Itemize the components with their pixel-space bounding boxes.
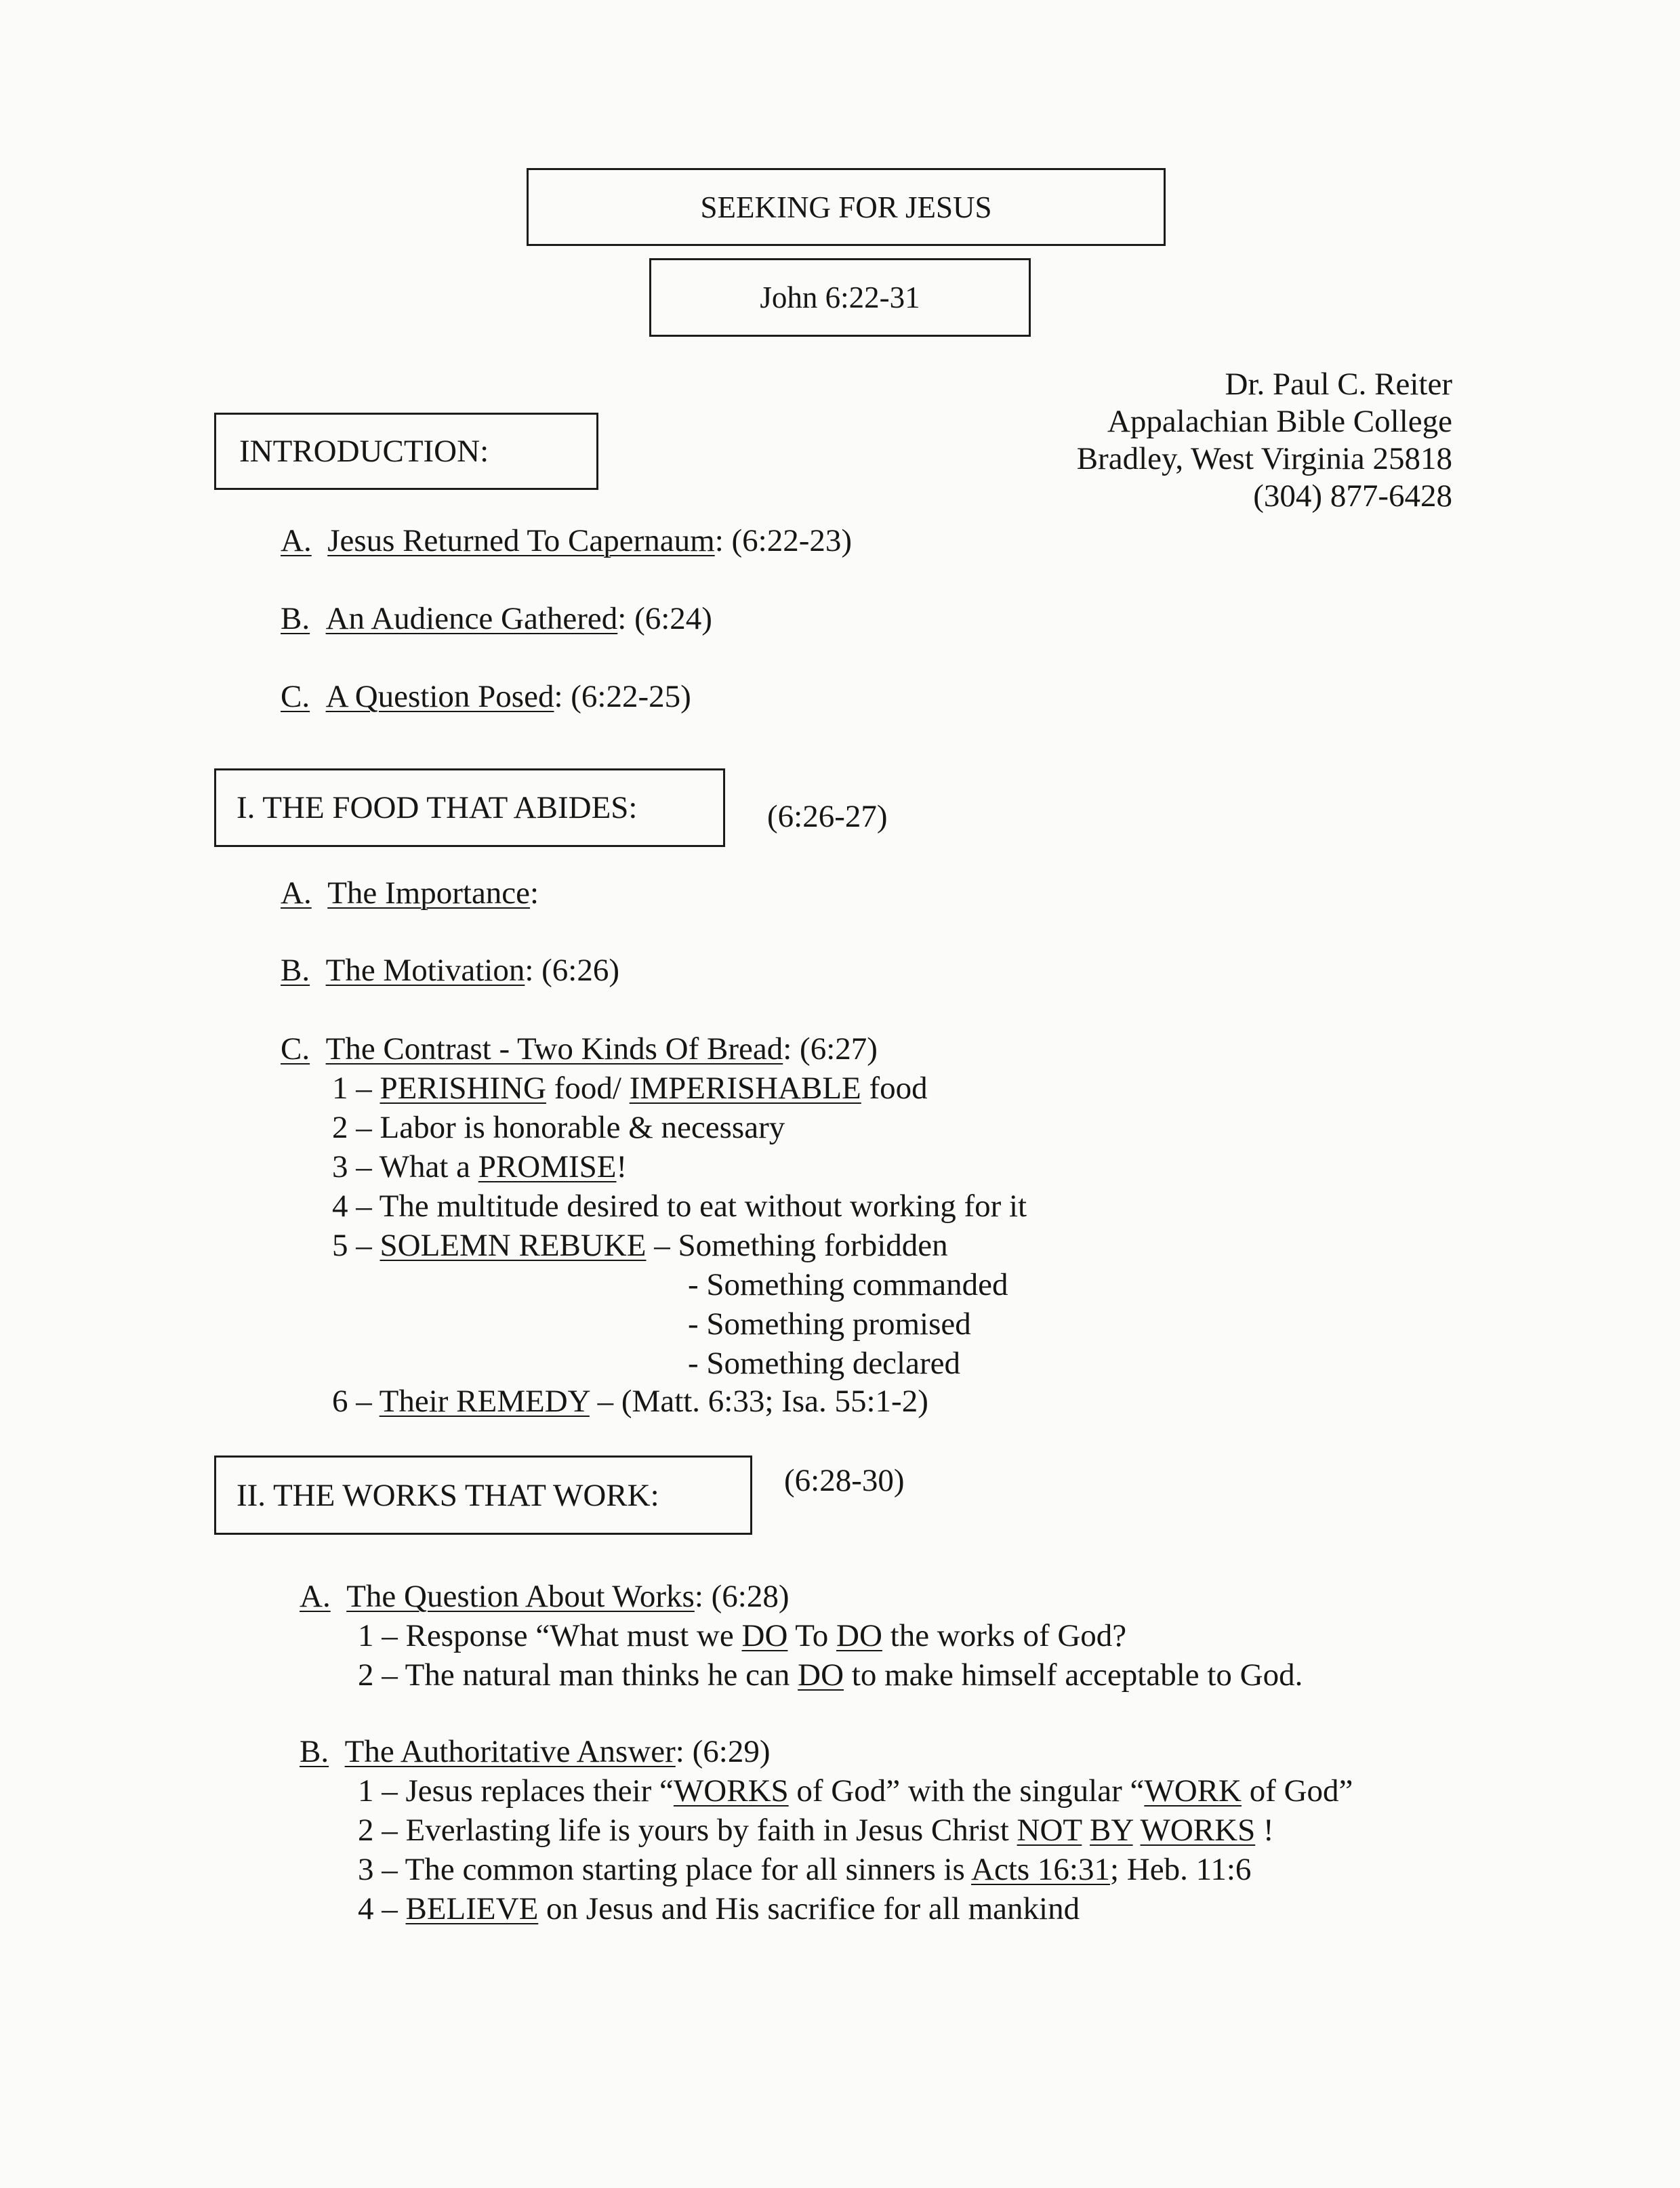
author-phone: (304) 877-6428 <box>1253 478 1452 514</box>
contrast-point-5-sub-1: - Something commanded <box>688 1267 1008 1302</box>
intro-item-b-label: An Audience Gathered <box>325 601 618 636</box>
section1-item-b-ref: : (6:26) <box>525 953 619 988</box>
section1-item-b-label: The Motivation <box>325 953 525 988</box>
section1-heading-box <box>214 768 725 847</box>
answer-point-2-space-2 <box>1133 1813 1141 1848</box>
section1-reference: (6:26-27) <box>767 799 888 834</box>
contrast-point-3 <box>332 1148 627 1186</box>
section2-heading-box <box>214 1456 752 1535</box>
answer-point-2-works: WORKS <box>1140 1813 1256 1848</box>
scripture-box <box>649 258 1031 337</box>
section2-item-b-ref: : (6:29) <box>675 1734 771 1769</box>
section2-item-a-letter: A. <box>300 1579 331 1614</box>
page-title: SEEKING FOR JESUS <box>700 190 992 224</box>
contrast-point-5-num: 5 – <box>332 1228 380 1263</box>
question-point-1-mid: To <box>787 1618 836 1653</box>
answer-point-2-by: BY <box>1090 1813 1133 1848</box>
contrast-point-6-num: 6 – <box>332 1384 380 1419</box>
section1-item-b-letter: B. <box>281 953 310 988</box>
title-box <box>527 168 1166 246</box>
section2-item-b-label: The Authoritative Answer <box>344 1734 676 1769</box>
section1-item-c-ref: : (6:27) <box>783 1031 878 1067</box>
contrast-point-6-remedy: Their REMEDY <box>379 1384 590 1419</box>
question-point-1-do-1: DO <box>741 1618 788 1653</box>
contrast-point-5-rebuke: SOLEMN REBUKE <box>380 1228 647 1263</box>
section2-item-a <box>300 1577 790 1615</box>
answer-point-4-tail: on Jesus and His sacrifice for all mankind <box>538 1891 1080 1926</box>
contrast-point-2: 2 – Labor is honorable & necessary <box>332 1110 785 1145</box>
section1-item-b <box>281 951 619 989</box>
answer-point-1-tail: of God” <box>1241 1773 1353 1809</box>
author-name: Dr. Paul C. Reiter <box>1225 367 1452 402</box>
answer-point-2-text: 2 – Everlasting life is yours by faith in Jesus Christ <box>358 1813 1017 1848</box>
author-college: Appalachian Bible College <box>1107 404 1452 439</box>
question-point-2-do: DO <box>798 1657 844 1693</box>
answer-point-3 <box>358 1851 1251 1888</box>
author-city: Bradley, West Virginia 25818 <box>1076 441 1452 476</box>
answer-point-4 <box>358 1890 1080 1928</box>
question-point-1-tail: the works of God? <box>882 1618 1127 1653</box>
answer-point-1-work: WORK <box>1144 1773 1242 1809</box>
section1-item-c-letter: C. <box>281 1031 310 1067</box>
contrast-point-5-tail: – Something forbidden <box>646 1228 948 1263</box>
contrast-point-5-sub-3: - Something declared <box>688 1346 960 1381</box>
section1-item-a-label: The Importance <box>327 875 531 911</box>
contrast-point-1-perishing: PERISHING <box>380 1071 546 1106</box>
question-point-2 <box>358 1656 1303 1694</box>
scripture-reference: John 6:22-31 <box>760 281 920 314</box>
contrast-point-1-tail: food <box>861 1071 928 1106</box>
intro-item-b-letter: B. <box>281 601 310 636</box>
contrast-point-5-sub-2: - Something promised <box>688 1306 971 1342</box>
section1-item-c <box>281 1030 878 1068</box>
section1-heading: I. THE FOOD THAT ABIDES: <box>237 790 638 825</box>
answer-point-1 <box>358 1772 1353 1810</box>
introduction-heading: INTRODUCTION: <box>239 434 489 469</box>
contrast-point-4: 4 – The multitude desired to eat without working for it <box>332 1189 1027 1224</box>
section1-item-a-ref: : <box>530 875 539 911</box>
answer-point-4-num: 4 – <box>358 1891 406 1926</box>
contrast-point-6 <box>332 1382 928 1420</box>
contrast-point-1 <box>332 1069 928 1107</box>
contrast-point-3-num: 3 – What a <box>332 1149 478 1184</box>
introduction-heading-box <box>214 413 598 490</box>
section2-item-a-label: The Question About Works <box>346 1579 695 1614</box>
answer-point-1-text: 1 – Jesus replaces their “ <box>358 1773 674 1809</box>
answer-point-2-not: NOT <box>1017 1813 1082 1848</box>
answer-point-3-text: 3 – The common starting place for all sinners is <box>358 1852 972 1887</box>
question-point-1-do-2: DO <box>836 1618 882 1653</box>
answer-point-2 <box>358 1811 1274 1849</box>
section1-item-a-letter: A. <box>281 875 312 911</box>
section2-item-a-ref: : (6:28) <box>694 1579 790 1614</box>
intro-item-a <box>281 522 852 560</box>
question-point-1 <box>358 1617 1126 1655</box>
contrast-point-1-num: 1 – <box>332 1071 380 1106</box>
intro-item-c <box>281 678 691 716</box>
section2-item-b-letter: B. <box>300 1734 329 1769</box>
section1-item-c-label: The Contrast - Two Kinds Of Bread <box>325 1031 783 1067</box>
section2-reference: (6:28-30) <box>784 1463 905 1498</box>
section2-item-b <box>300 1733 770 1771</box>
question-point-2-text: 2 – The natural man thinks he can <box>358 1657 798 1693</box>
answer-point-3-acts: Acts 16:31 <box>971 1852 1110 1887</box>
answer-point-1-works: WORKS <box>673 1773 789 1809</box>
contrast-point-3-tail: ! <box>616 1149 628 1184</box>
contrast-point-1-text: food/ <box>546 1071 630 1106</box>
answer-point-2-tail: ! <box>1255 1813 1274 1848</box>
intro-item-c-ref: : (6:22-25) <box>554 679 691 714</box>
answer-point-2-space-1 <box>1082 1813 1090 1848</box>
contrast-point-5 <box>332 1226 948 1264</box>
intro-item-c-letter: C. <box>281 679 310 714</box>
intro-item-b <box>281 600 712 638</box>
contrast-point-6-tail: – (Matt. 6:33; Isa. 55:1-2) <box>589 1384 928 1419</box>
question-point-1-text: 1 – Response “What must we <box>358 1618 742 1653</box>
section2-heading: II. THE WORKS THAT WORK: <box>237 1477 659 1513</box>
intro-item-a-letter: A. <box>281 523 312 558</box>
intro-item-a-label: Jesus Returned To Capernaum <box>327 523 715 558</box>
intro-item-a-ref: : (6:22-23) <box>714 523 853 558</box>
answer-point-3-tail: ; Heb. 11:6 <box>1109 1852 1252 1887</box>
author-block <box>1077 366 1452 515</box>
contrast-point-1-imperishable: IMPERISHABLE <box>629 1071 861 1106</box>
intro-item-c-label: A Question Posed <box>325 679 554 714</box>
contrast-point-3-promise: PROMISE <box>478 1149 617 1184</box>
answer-point-1-mid: of God” with the singular “ <box>788 1773 1145 1809</box>
question-point-2-tail: to make himself acceptable to God. <box>844 1657 1303 1693</box>
answer-point-4-believe: BELIEVE <box>405 1891 539 1926</box>
intro-item-b-ref: : (6:24) <box>617 601 712 636</box>
section1-item-a <box>281 874 539 912</box>
